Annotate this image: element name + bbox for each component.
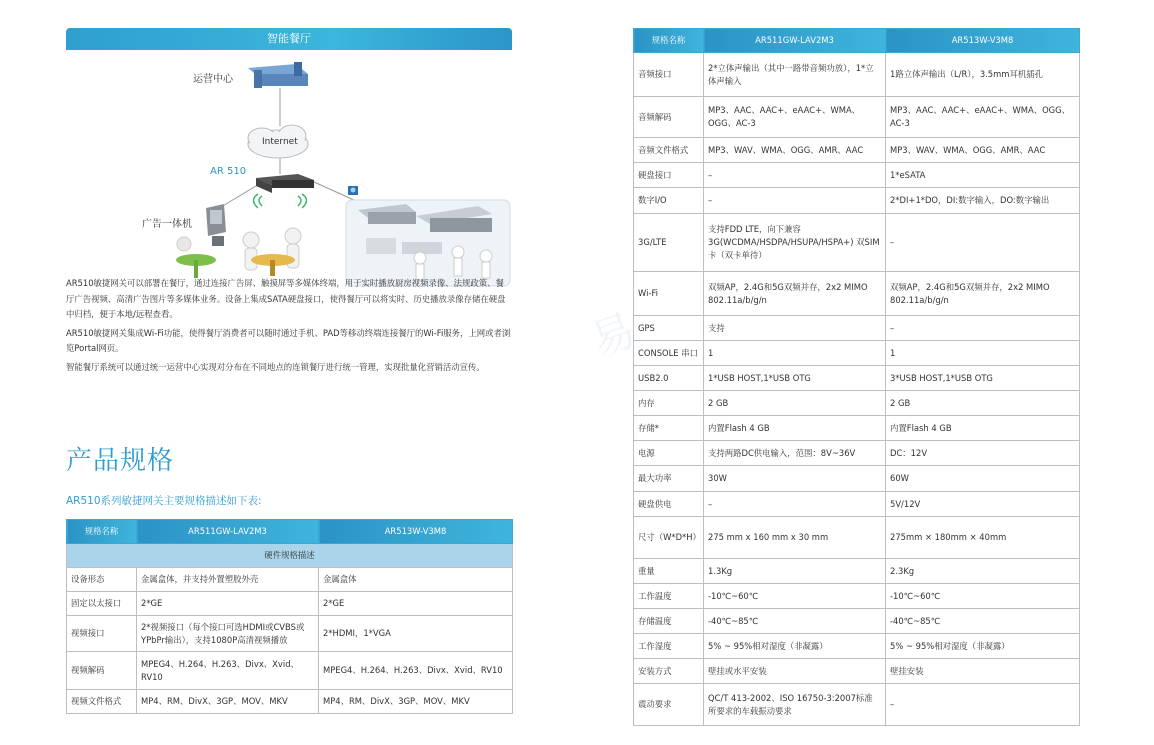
table-row xyxy=(634,559,1080,584)
table-row xyxy=(67,592,513,616)
cell: – xyxy=(886,316,1080,341)
ad-kiosk-icon xyxy=(206,204,226,246)
table-row xyxy=(634,659,1080,684)
cell: 2*DI+1*DO，DI:数字输入，DO:数字输出 xyxy=(886,188,1080,214)
device-label: AR 510 xyxy=(210,166,247,177)
cell: 5V/12V xyxy=(886,492,1080,517)
cell: 支持FDD LTE，向下兼容3G(WCDMA/HSDPA/HSUPA/HSPA+) 双SIM卡（双卡单待） xyxy=(704,214,886,272)
header-cell: AR511GW-LAV2M3 xyxy=(137,520,319,544)
description xyxy=(66,276,512,378)
table-row xyxy=(634,188,1080,214)
cell: 尺寸（W*D*H） xyxy=(634,517,704,559)
header-cell: AR513W-V3M8 xyxy=(886,29,1080,53)
cell: 2*GE xyxy=(137,592,319,616)
router-icon xyxy=(256,174,314,193)
left-column xyxy=(66,28,512,507)
cell: 视频接口 xyxy=(67,616,137,652)
cell: 2*视频接口（每个接口可选HDMI或CVBS或YPbPr输出），支持1080P高清视频播放 xyxy=(137,616,319,652)
cell: 重量 xyxy=(634,559,704,584)
cell: 1*USB HOST,1*USB OTG xyxy=(704,366,886,391)
cell: 内存 xyxy=(634,391,704,416)
table-row xyxy=(67,690,513,714)
cell: 275mm × 180mm × 40mm xyxy=(886,517,1080,559)
cell: MPEG4、H.264、H.263、Divx、Xvid、RV10 xyxy=(319,652,513,690)
cell: -40℃~85℃ xyxy=(886,609,1080,634)
hardware-spec-table-left xyxy=(66,519,513,714)
cell: 内置Flash 4 GB xyxy=(704,416,886,441)
cell: 5% ~ 95%相对湿度（非凝露） xyxy=(886,634,1080,659)
cell: 金属盒体，并支持外置塑胶外壳 xyxy=(137,568,319,592)
table-row xyxy=(634,492,1080,517)
cell: -40℃~85℃ xyxy=(704,609,886,634)
section-cell: 硬件规格描述 xyxy=(67,544,513,568)
header-cell: AR511GW-LAV2M3 xyxy=(704,29,886,53)
table-row xyxy=(634,138,1080,163)
cell: – xyxy=(886,684,1080,726)
table-row xyxy=(634,272,1080,316)
table-row xyxy=(634,53,1080,97)
table-row xyxy=(634,684,1080,726)
ad-kiosk-label: 广告一体机 xyxy=(142,219,192,230)
cell: 5% ~ 95%相对湿度（非凝露） xyxy=(704,634,886,659)
cell: 视频解码 xyxy=(67,652,137,690)
network-diagram xyxy=(66,60,512,288)
cell: 壁挂或水平安装 xyxy=(704,659,886,684)
cell: 60W xyxy=(886,466,1080,492)
cell: 音频接口 xyxy=(634,53,704,97)
cell: 工作湿度 xyxy=(634,634,704,659)
cell: MP4、RM、DivX、3GP、MOV、MKV xyxy=(137,690,319,714)
cell: 1*eSATA xyxy=(886,163,1080,188)
cell: QC/T 413-2002、ISO 16750-3:2007标准所要求的车载振动要求 xyxy=(704,684,886,726)
table-header-row xyxy=(634,29,1080,53)
ops-center-icon xyxy=(248,62,308,88)
cell: USB2.0 xyxy=(634,366,704,391)
cell: 30W xyxy=(704,466,886,492)
cell: 安装方式 xyxy=(634,659,704,684)
cell: 2 GB xyxy=(704,391,886,416)
cell: 硬盘接口 xyxy=(634,163,704,188)
table-row xyxy=(634,366,1080,391)
cell: -10℃~60℃ xyxy=(704,584,886,609)
cell: 1.3Kg xyxy=(704,559,886,584)
cell: – xyxy=(704,188,886,214)
cell: 存储温度 xyxy=(634,609,704,634)
table-row xyxy=(634,609,1080,634)
spec-subheading: AR510系列敏捷网关主要规格描述如下表: xyxy=(66,495,262,507)
section-banner: 智能餐厅 xyxy=(66,28,512,50)
cell: 工作温度 xyxy=(634,584,704,609)
paragraph: AR510敏捷网关集成Wi-Fi功能，使得餐厅消费者可以随时通过手机、PAD等移动终端连接餐厅的Wi-Fi服务，上网或者浏览Portal网页。 xyxy=(66,327,511,353)
cell: 内置Flash 4 GB xyxy=(886,416,1080,441)
cell: – xyxy=(886,214,1080,272)
cell: MP3、AAC、AAC+、eAAC+、WMA、OGG、AC-3 xyxy=(704,97,886,138)
table-row xyxy=(67,568,513,592)
cell: MP4、RM、DivX、3GP、MOV、MKV xyxy=(319,690,513,714)
ops-center-label: 运营中心 xyxy=(193,74,233,85)
cell: 275 mm x 160 mm x 30 mm xyxy=(704,517,886,559)
watermark-logo: 易 xyxy=(584,304,643,368)
cell: 设备形态 xyxy=(67,568,137,592)
cell: GPS xyxy=(634,316,704,341)
kitchen-icon xyxy=(346,200,510,286)
table-row xyxy=(634,391,1080,416)
cell: DC：12V xyxy=(886,441,1080,466)
hardware-spec-table-right xyxy=(633,28,1080,726)
table-row xyxy=(634,163,1080,188)
cell: 壁挂安装 xyxy=(886,659,1080,684)
table-row xyxy=(634,341,1080,366)
cell: 双频AP，2.4G和5G双频并存，2x2 MIMO 802.11a/b/g/n xyxy=(704,272,886,316)
cell: MPEG4、H.264、H.263、Divx、Xvid、RV10 xyxy=(137,652,319,690)
table-row xyxy=(634,466,1080,492)
diners-icon xyxy=(176,228,301,278)
cell: – xyxy=(704,492,886,517)
cell: 震动要求 xyxy=(634,684,704,726)
paragraph: AR510敏捷网关可以部署在餐厅，通过连接广告屏、触摸屏等多媒体终端，用于实时播放厨房视频录像、法规政策、餐厅广告视频、高清广告图片等多媒体业务。设备上集成SATA硬盘接口，使得餐厅可以将实时、历史播放录像存储在硬盘中归档，便于本地/远程查看。 xyxy=(66,278,506,319)
cell: 1 xyxy=(886,341,1080,366)
network-diagram-graphic xyxy=(66,60,512,288)
cell: 视频文件格式 xyxy=(67,690,137,714)
spec-heading: 产品规格 xyxy=(66,446,175,476)
cell: 1 xyxy=(704,341,886,366)
cell: CONSOLE 串口 xyxy=(634,341,704,366)
table-row xyxy=(634,97,1080,138)
table-header-row xyxy=(67,520,513,544)
cell: 音频文件格式 xyxy=(634,138,704,163)
internet-label: Internet xyxy=(262,137,298,147)
cell: 双频AP，2.4G和5G双频并存，2x2 MIMO 802.11a/b/g/n xyxy=(886,272,1080,316)
paragraph: 智能餐厅系统可以通过统一运营中心实现对分布在不同地点的连锁餐厅进行统一管理，实现批量化营销活动宣传。 xyxy=(66,361,485,372)
cell: 2 GB xyxy=(886,391,1080,416)
cell: MP3、WAV、WMA、OGG、AMR、AAC xyxy=(886,138,1080,163)
cell: 音频解码 xyxy=(634,97,704,138)
table-row xyxy=(67,652,513,690)
header-cell: 规格名称 xyxy=(634,29,704,53)
cell: -10℃~60℃ xyxy=(886,584,1080,609)
cell: 2*立体声输出（其中一路带音频功放），1*立体声输入 xyxy=(704,53,886,97)
cell: 支持 xyxy=(704,316,886,341)
cell: 2.3Kg xyxy=(886,559,1080,584)
header-cell: AR513W-V3M8 xyxy=(319,520,513,544)
cell: 固定以太接口 xyxy=(67,592,137,616)
table-row xyxy=(634,316,1080,341)
cell: 2*GE xyxy=(319,592,513,616)
table-row xyxy=(634,441,1080,466)
cell: 1路立体声输出（L/R），3.5mm耳机插孔 xyxy=(886,53,1080,97)
wifi-icon xyxy=(254,194,307,208)
table-row xyxy=(634,584,1080,609)
cell: 金属盒体 xyxy=(319,568,513,592)
cell: 3*USB HOST,1*USB OTG xyxy=(886,366,1080,391)
table-section-row xyxy=(67,544,513,568)
camera-icon xyxy=(348,186,358,195)
table-row xyxy=(634,634,1080,659)
table-row xyxy=(634,214,1080,272)
cell: 硬盘供电 xyxy=(634,492,704,517)
cell: MP3、WAV、WMA、OGG、AMR、AAC xyxy=(704,138,886,163)
cell: 数字I/O xyxy=(634,188,704,214)
cell: 存储* xyxy=(634,416,704,441)
cell: MP3、AAC、AAC+、eAAC+、WMA、OGG、AC-3 xyxy=(886,97,1080,138)
table-row xyxy=(634,416,1080,441)
table-row xyxy=(67,616,513,652)
header-cell: 规格名称 xyxy=(67,520,137,544)
cell: 支持两路DC供电输入，范围：8V~36V xyxy=(704,441,886,466)
cell: 3G/LTE xyxy=(634,214,704,272)
cell: Wi-Fi xyxy=(634,272,704,316)
cell: 2*HDMI，1*VGA xyxy=(319,616,513,652)
cell: – xyxy=(704,163,886,188)
cell: 电源 xyxy=(634,441,704,466)
cell: 最大功率 xyxy=(634,466,704,492)
table-row xyxy=(634,517,1080,559)
